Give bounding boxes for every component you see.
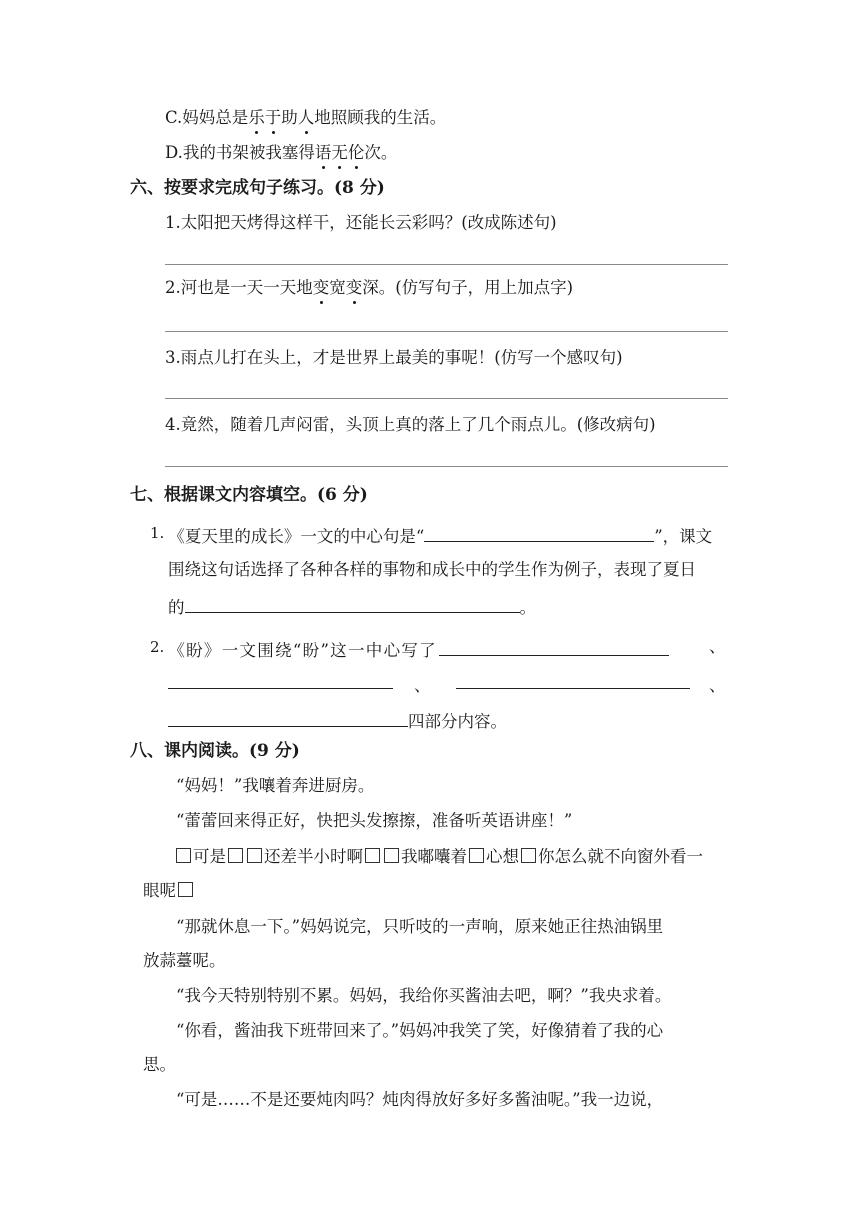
option-d — [165, 142, 397, 164]
punctuation-blank[interactable] — [178, 882, 193, 897]
option-d-text: 次。 — [364, 143, 398, 162]
reading-paragraph: “妈妈！”我嚷着奔进厨房。 — [176, 776, 375, 795]
punctuation-blank[interactable] — [247, 848, 262, 863]
answer-line[interactable] — [165, 264, 728, 265]
section7-q2-sep: 、 — [414, 676, 431, 695]
section7-q1-text: ”，课文 — [654, 527, 713, 546]
emphasis-char: 变 — [312, 278, 330, 297]
section6-q2 — [165, 277, 573, 299]
section6-heading: 六、按要求完成句子练习。(8 分) — [130, 178, 385, 198]
section6-q3: 3.雨点儿打在头上，才是世界上最美的事呢！(仿写一个感叹句) — [165, 348, 623, 367]
section6-q2-text: 深。(仿写句子，用上加点字) — [362, 278, 574, 297]
reading-text: 还差半小时啊 — [264, 847, 363, 866]
reading-punctuation-line — [176, 846, 703, 868]
reading-punctuation-line — [143, 880, 195, 902]
punctuation-blank[interactable] — [469, 848, 484, 863]
emphasis-char: 变 — [345, 278, 363, 297]
emphasis-char: 人 — [297, 108, 315, 127]
section7-q2-line3 — [168, 708, 507, 733]
reading-paragraph: “你看，酱油我下班带回来了。”妈妈冲我笑了笑，好像猜着了我的心 — [176, 1021, 664, 1040]
option-c — [165, 107, 446, 129]
section8-heading: 八、课内阅读。(9 分) — [130, 741, 300, 761]
option-c-text: C.妈妈总是 — [165, 108, 249, 127]
option-c-text: 地照顾我的生活。 — [314, 108, 447, 127]
punctuation-blank[interactable] — [228, 848, 243, 863]
section6-q2-text: 宽 — [329, 278, 346, 297]
emphasis-char: 语 — [314, 143, 332, 162]
emphasis-char: 无 — [331, 143, 348, 162]
section7-q2-sep: 、 — [709, 676, 726, 695]
fill-blank[interactable] — [424, 523, 654, 542]
emphasis-char: 乐 — [248, 108, 265, 127]
reading-text: 你怎么就不向窗外看一 — [538, 847, 703, 866]
punctuation-blank[interactable] — [176, 848, 191, 863]
fill-blank[interactable] — [168, 670, 393, 689]
reading-paragraph: “蕾蕾回来得正好，快把头发擦擦，准备听英语讲座！” — [176, 811, 573, 830]
punctuation-blank[interactable] — [365, 848, 380, 863]
reading-text: 可是 — [193, 847, 226, 866]
reading-text: 心想 — [486, 847, 519, 866]
question-number: 2. — [150, 638, 165, 656]
punctuation-blank[interactable] — [384, 848, 399, 863]
reading-text: 我嘟囔着 — [401, 847, 467, 866]
fill-blank[interactable] — [168, 708, 408, 727]
section7-q1-text: 《夏天里的成长》一文的中心句是“ — [168, 527, 425, 546]
option-d-text: D.我的书架被我塞得 — [165, 143, 315, 162]
answer-line[interactable] — [165, 398, 728, 399]
section6-q1: 1.太阳把天烤得这样干，还能长云彩吗？(改成陈述句) — [165, 213, 557, 232]
answer-line[interactable] — [165, 331, 728, 332]
fill-blank[interactable] — [185, 594, 520, 613]
option-c-text: 助 — [281, 108, 298, 127]
question-number: 1. — [150, 524, 165, 542]
reading-text: 眼呢 — [143, 881, 176, 900]
section7-q1-text: 。 — [519, 598, 536, 617]
section7-q2-line1 — [150, 636, 669, 662]
reading-paragraph: 放蒜薹呢。 — [143, 951, 226, 970]
section7-q2-sep: 、 — [709, 637, 726, 656]
section7-q1-line1 — [150, 522, 712, 548]
section7-q1-line3 — [168, 594, 536, 619]
reading-paragraph: “可是……不是还要炖肉吗？炖肉得放好多好多酱油呢。”我一边说， — [176, 1090, 664, 1109]
section6-q4: 4.竟然，随着几声闷雷，头顶上真的落上了几个雨点儿。(修改病句) — [165, 415, 656, 434]
reading-paragraph: “那就休息一下。”妈妈说完，只听吱的一声响，原来她正往热油锅里 — [176, 917, 664, 936]
fill-blank[interactable] — [439, 637, 669, 656]
emphasis-char: 伦 — [347, 143, 365, 162]
reading-paragraph: 思。 — [143, 1055, 176, 1074]
section7-q1-line2: 围绕这句话选择了各种各样的事物和成长中的学生作为例子，表现了夏日 — [168, 560, 696, 579]
answer-line[interactable] — [165, 466, 728, 467]
section7-q2-text: 《盼》一文围绕“盼”这一中心写了 — [168, 641, 437, 660]
emphasis-char: 于 — [264, 108, 282, 127]
section7-q1-text: 的 — [168, 598, 185, 617]
section6-q2-text: 2.河也是一天一天地 — [165, 278, 313, 297]
punctuation-blank[interactable] — [521, 848, 536, 863]
fill-blank[interactable] — [456, 670, 690, 689]
section7-q2-text: 四部分内容。 — [408, 712, 507, 731]
reading-paragraph: “我今天特别特别不累。妈妈，我给你买酱油去吧，啊？”我央求着。 — [176, 986, 672, 1005]
section7-heading: 七、根据课文内容填空。(6 分) — [130, 485, 368, 505]
